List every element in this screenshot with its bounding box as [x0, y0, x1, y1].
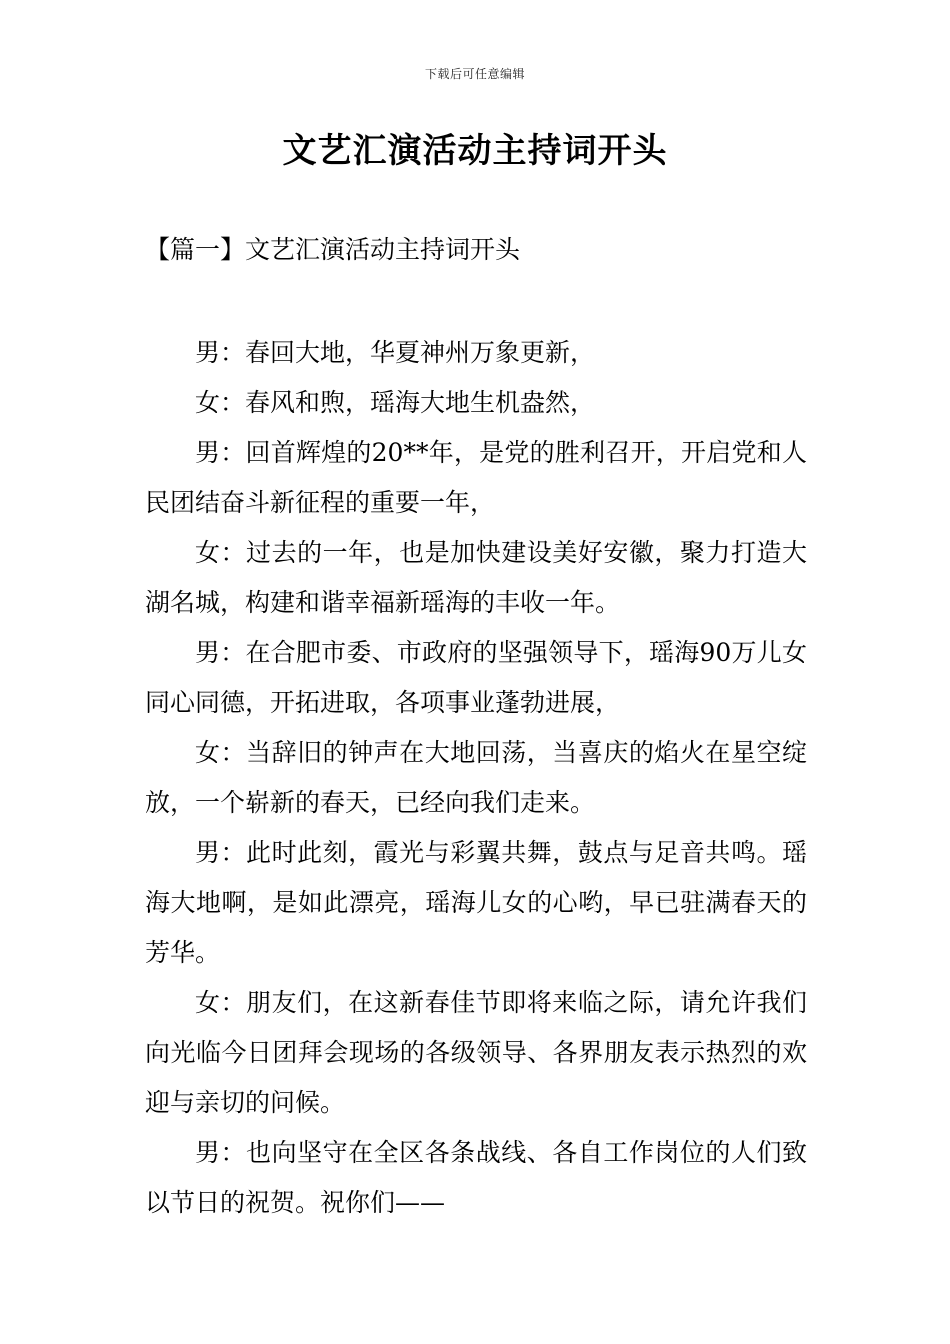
document-title: 文艺汇演活动主持词开头 [282, 131, 668, 171]
paragraph: 男：回首辉煌的20**年，是党的胜利召开，开启党和人民团结奋斗新征程的重要一年， [145, 438, 807, 517]
paragraph: 男：此时此刻，霞光与彩翼共舞，鼓点与足音共鸣。瑶海大地啊，是如此漂亮，瑶海儿女的心哟，早已驻满春天的芳华。 [145, 838, 807, 967]
paragraph: 女：朋友们，在这新春佳节即将来临之际，请允许我们向光临今日团拜会现场的各级领导、各界朋友表示热烈的欢迎与亲切的问候。 [145, 988, 807, 1117]
paragraph: 女：春风和煦，瑶海大地生机盎然， [195, 388, 596, 417]
document-body [145, 328, 807, 1228]
paragraph: 男：春回大地，华夏神州万象更新， [195, 338, 596, 367]
paragraph: 女：当辞旧的钟声在大地回荡，当喜庆的焰火在星空绽放，一个崭新的春天，已经向我们走来。 [145, 738, 807, 817]
paragraph: 女：过去的一年，也是加快建设美好安徽，聚力打造大湖名城，构建和谐幸福新瑶海的丰收一年。 [145, 538, 807, 617]
header-note: 下载后可任意编辑 [424, 67, 525, 81]
paragraph: 男：在合肥市委、市政府的坚强领导下，瑶海90万儿女同心同德，开拓进取，各项事业蓬勃进展， [145, 638, 807, 717]
section-heading: 【篇一】文艺汇演活动主持词开头 [145, 235, 521, 264]
paragraph: 男：也向坚守在全区各条战线、各自工作岗位的人们致以节日的祝贺。祝你们—— [145, 1138, 807, 1217]
